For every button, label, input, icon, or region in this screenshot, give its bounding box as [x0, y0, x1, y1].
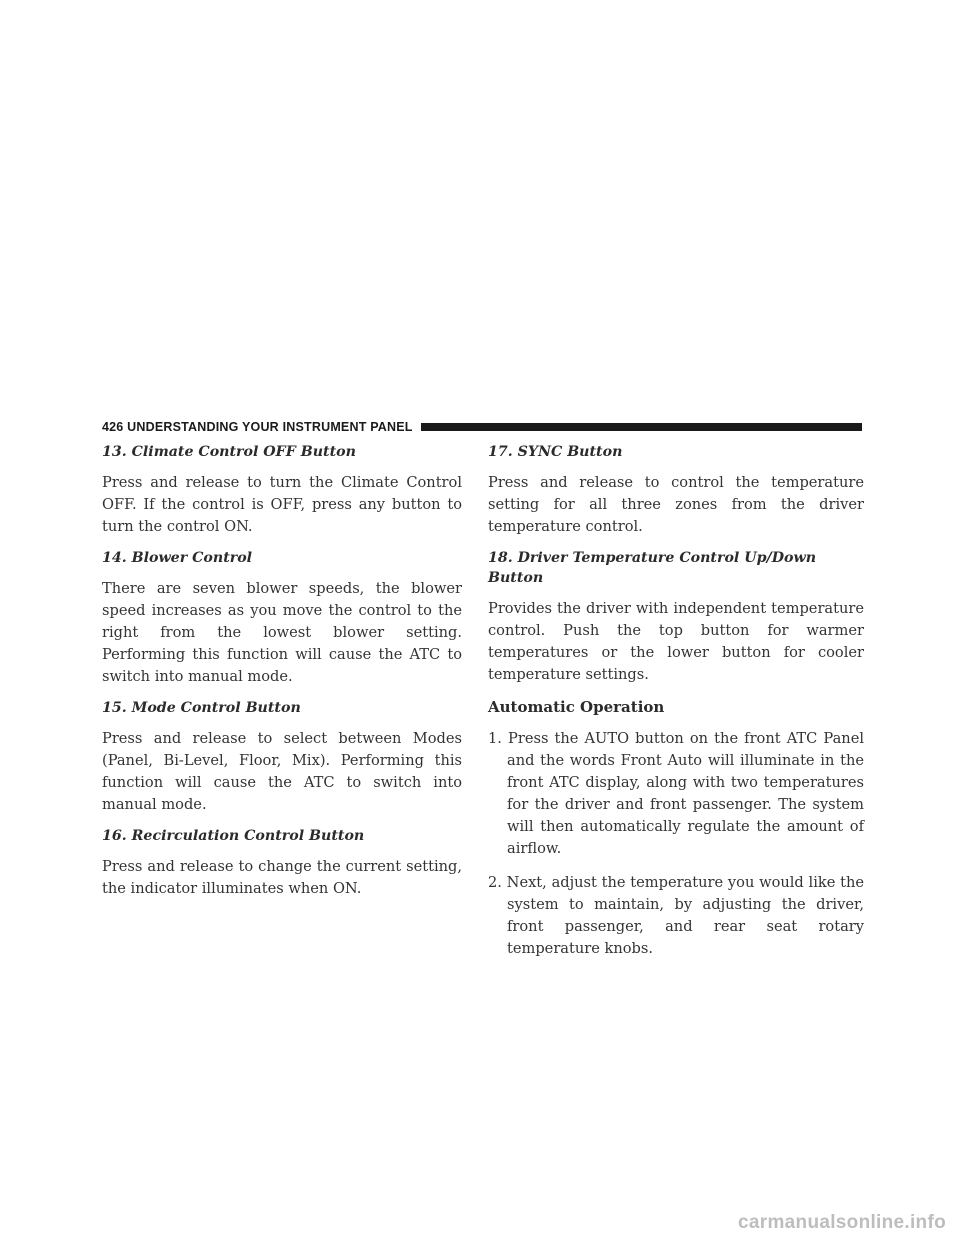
heading-automatic-operation: Automatic Operation — [488, 698, 665, 716]
header-rule — [421, 423, 862, 431]
heading-driver-temperature: 18. Driver Temperature Control Up/Down Button — [488, 550, 817, 586]
page-header-text — [102, 420, 421, 434]
paragraph-mode-control: Press and release to select between Modes (Panel, Bi-Level, Floor, Mix). Performing this function will cause the ATC to switch into manual mode. — [102, 730, 462, 813]
watermark: carmanualsonline.info — [738, 1212, 946, 1233]
heading-blower-control: 14. Blower Control — [102, 550, 253, 566]
heading-mode-control: 15. Mode Control Button — [102, 700, 301, 716]
list-item-step-2: 2. Next, adjust the temperature you would like the system to maintain, by adjusting the driver, front passenger, and rear seat rotary temperature knobs. — [488, 874, 864, 957]
heading-recirculation-control: 16. Recirculation Control Button — [102, 828, 365, 844]
page-number: 426 — [102, 420, 124, 434]
paragraph-blower-control: There are seven blower speeds, the blower speed increases as you move the control to the right from the lowest blower setting. Performing this function will cause the ATC to switch into manual mode. — [102, 580, 462, 685]
left-column — [102, 442, 462, 910]
heading-climate-control-off: 13. Climate Control OFF Button — [102, 444, 356, 460]
paragraph-climate-control-off: Press and release to turn the Climate Control OFF. If the control is OFF, press any button to turn the control ON. — [102, 474, 462, 535]
list-item-step-1: 1. Press the AUTO button on the front ATC Panel and the words Front Auto will illuminate in the front ATC display, along with two temperatures for the driver and front passenger. The system will then automatically regulate the amount of airflow. — [488, 730, 864, 857]
page-header — [102, 418, 862, 436]
section-title: UNDERSTANDING YOUR INSTRUMENT PANEL — [127, 420, 413, 434]
paragraph-sync-button: Press and release to control the temperature setting for all three zones from the driver temperature control. — [488, 474, 864, 535]
paragraph-recirculation-control: Press and release to change the current setting, the indicator illuminates when ON. — [102, 858, 462, 897]
heading-sync-button: 17. SYNC Button — [488, 444, 623, 460]
paragraph-driver-temperature: Provides the driver with independent temperature control. Push the top button for warmer temperatures or the lower button for cooler temperature settings. — [488, 600, 864, 683]
right-column — [488, 442, 864, 972]
